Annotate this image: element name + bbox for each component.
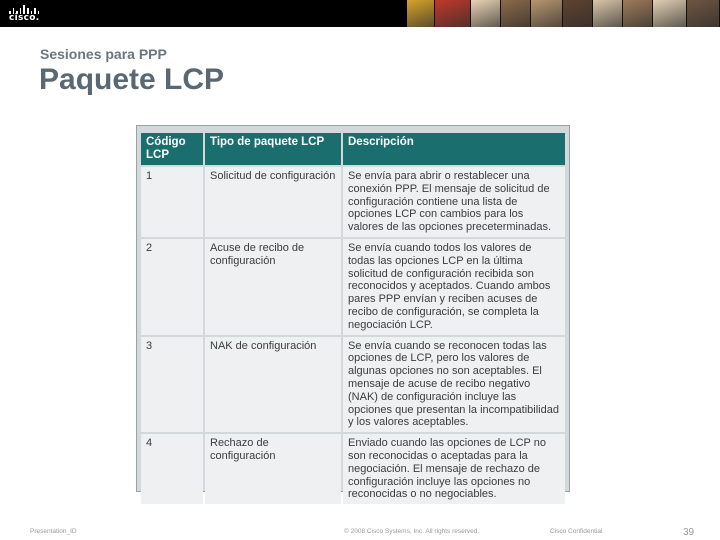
photo-tile	[531, 0, 563, 27]
row-code: 2	[141, 239, 203, 335]
cisco-logo	[9, 4, 43, 24]
page-number: 39	[683, 527, 695, 538]
photo-tile	[593, 0, 623, 27]
photo-tile	[623, 0, 653, 27]
table-row	[141, 337, 565, 433]
footer-confidential: Cisco Confidential	[550, 528, 603, 535]
photo-tile	[653, 0, 687, 27]
row-type: Rechazo de configuración	[205, 434, 341, 504]
photo-tile	[501, 0, 531, 27]
slide-subtitle: Sesiones para PPP	[40, 46, 167, 62]
row-type: Solicitud de configuración	[205, 167, 341, 237]
row-description: Se envía para abrir o restablecer una conexión PPP. El mensaje de solicitud de configuración contiene una lista de opciones LCP con cambios para los valores de las opciones preceterminadas.	[343, 167, 565, 237]
footer-copyright: © 2008 Cisco Systems, Inc. All rights reserved.	[344, 528, 480, 535]
top-banner	[0, 0, 720, 27]
header-type: Tipo de paquete LCP	[205, 133, 341, 165]
row-type: Acuse de recibo de configuración	[205, 239, 341, 335]
footer-presentation-id: Presentation_ID	[30, 528, 77, 535]
row-description: Enviado cuando las opciones de LCP no son reconocidas o aceptadas para la negociación. El mensaje de rechazo de configuración incluye las opciones no reconocidas o no negociables.	[343, 434, 565, 504]
photo-tile	[687, 0, 720, 27]
photo-tile	[563, 0, 593, 27]
cisco-logo-text: cisco.	[9, 13, 40, 23]
photo-tile	[407, 0, 435, 27]
row-type: NAK de configuración	[205, 337, 341, 433]
row-description: Se envía cuando todos los valores de todas las opciones LCP en la última solicitud de configuración recibida son reconocidos y aceptados. Cuando ambos pares PPP envían y reciben acuses de recibo de configuración, se completa la negociación LCP.	[343, 239, 565, 335]
row-code: 3	[141, 337, 203, 433]
photo-tile	[435, 0, 471, 27]
row-code: 1	[141, 167, 203, 237]
table-row	[141, 167, 565, 237]
header-description: Descripción	[343, 133, 565, 165]
photo-strip	[407, 0, 720, 27]
table-row	[141, 434, 565, 504]
table-header-row	[141, 133, 565, 165]
slide-title: Paquete LCP	[39, 63, 225, 96]
header-code: Código LCP	[141, 133, 203, 165]
lcp-packet-table	[139, 131, 567, 506]
row-code: 4	[141, 434, 203, 504]
row-description: Se envía cuando se reconocen todas las opciones de LCP, pero los valores de algunas opciones no son aceptables. El mensaje de acuse de recibo negativo (NAK) de configuración incluye las opciones que presentan la incompatibilidad y los valores aceptables.	[343, 337, 565, 433]
table-row	[141, 239, 565, 335]
photo-tile	[471, 0, 501, 27]
lcp-table-frame	[136, 125, 570, 501]
